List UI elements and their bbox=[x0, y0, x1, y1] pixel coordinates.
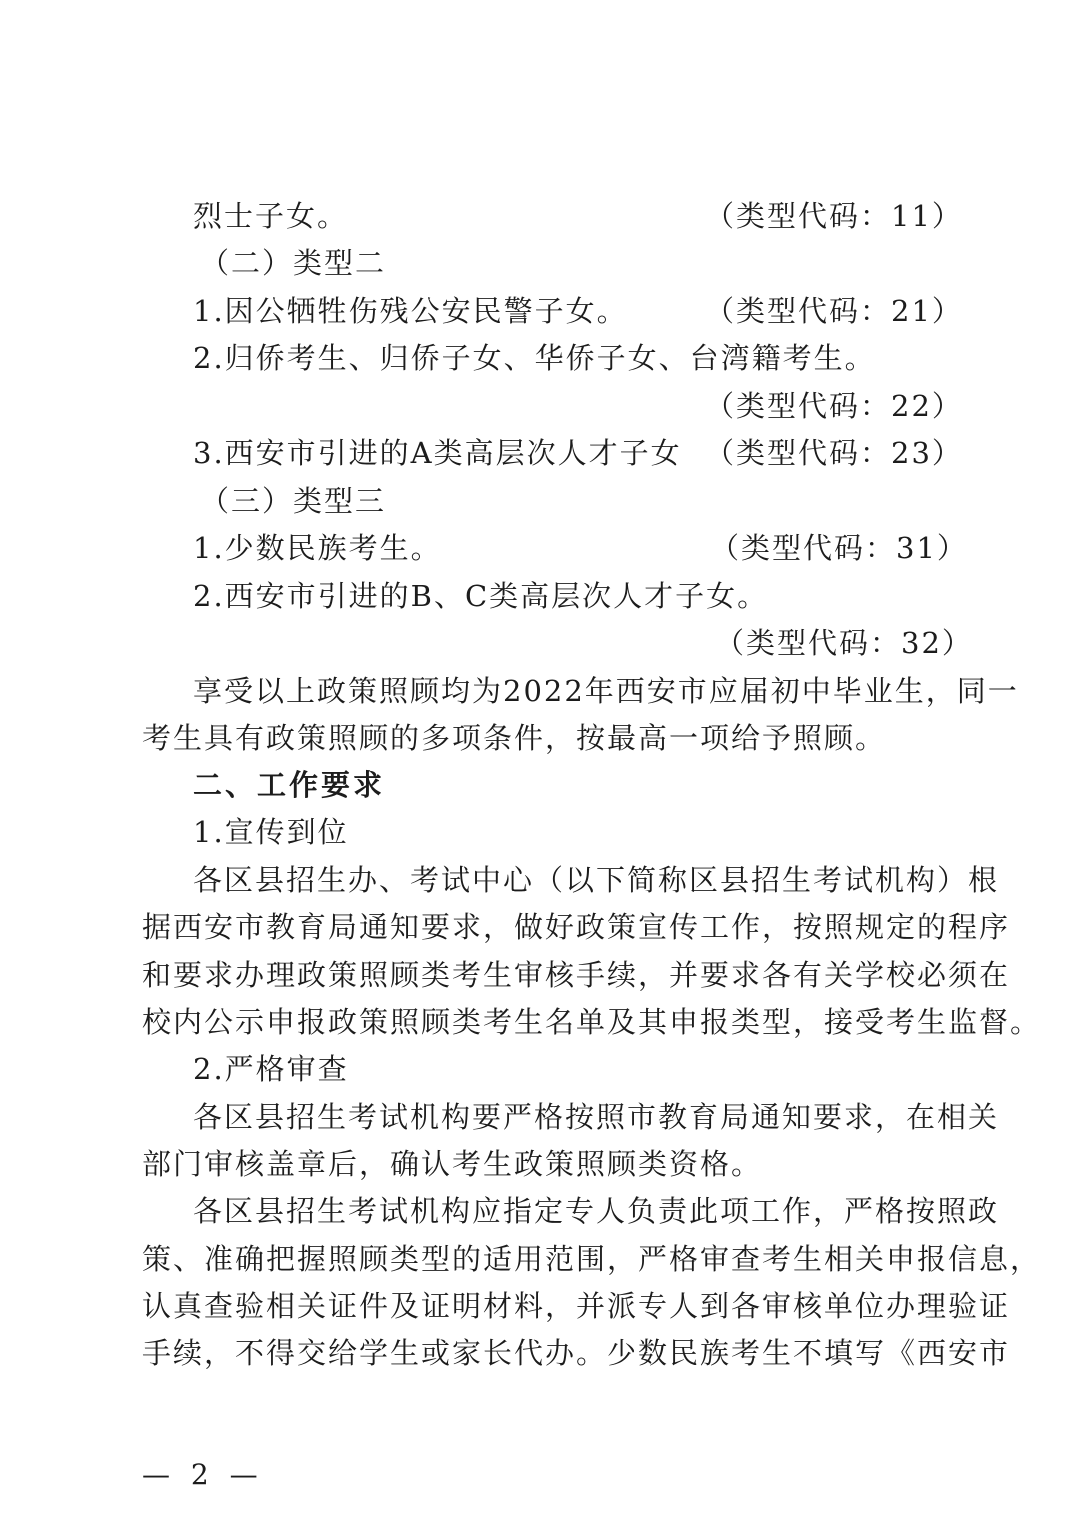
paragraph-staff-line-3: 认真查验相关证件及证明材料，并派专人到各审核单位办理验证 bbox=[142, 1289, 1011, 1323]
type-three-heading: （三）类型三 bbox=[200, 484, 387, 518]
type-three-item-2: 2.西安市引进的B、C类高层次人才子女。 bbox=[193, 579, 769, 613]
paragraph-staff-line-1: 各区县招生考试机构应指定专人负责此项工作，严格按照政 bbox=[193, 1194, 1000, 1228]
type-three-item-1: 1.少数民族考生。 bbox=[193, 531, 442, 565]
type-two-heading: （二）类型二 bbox=[200, 246, 387, 280]
paragraph-policy-line-1: 享受以上政策照顾均为2022年西安市应届初中毕业生，同一 bbox=[193, 674, 1019, 708]
type-code-11: （类型代码：11） bbox=[705, 199, 963, 233]
paragraph-publicity-line-3: 和要求办理政策照顾类考生审核手续，并要求各有关学校必须在 bbox=[142, 958, 1011, 992]
paragraph-review-line-2: 部门审核盖章后，确认考生政策照顾类资格。 bbox=[142, 1147, 763, 1181]
type-code-23: （类型代码：23） bbox=[705, 436, 963, 470]
type-two-item-3: 3.西安市引进的A类高层次人才子女 bbox=[193, 436, 682, 470]
martyr-children-item: 烈士子女。 bbox=[193, 199, 349, 233]
subheading-strict-review: 2.严格审查 bbox=[193, 1052, 349, 1086]
type-code-22: （类型代码：22） bbox=[705, 389, 963, 423]
paragraph-staff-line-2: 策、准确把握照顾类型的适用范围，严格审查考生相关申报信息， bbox=[142, 1242, 1042, 1276]
type-two-item-2: 2.归侨考生、归侨子女、华侨子女、台湾籍考生。 bbox=[193, 341, 876, 375]
paragraph-policy-line-2: 考生具有政策照顾的多项条件，按最高一项给予照顾。 bbox=[142, 721, 887, 755]
paragraph-staff-line-4: 手续，不得交给学生或家长代办。少数民族考生不填写《西安市 bbox=[142, 1336, 1011, 1370]
subheading-publicity: 1.宣传到位 bbox=[193, 815, 349, 849]
page-number: — 2 — bbox=[142, 1458, 264, 1491]
type-code-31: （类型代码：31） bbox=[710, 531, 968, 565]
type-code-21: （类型代码：21） bbox=[705, 294, 963, 328]
paragraph-review-line-1: 各区县招生考试机构要严格按照市教育局通知要求，在相关 bbox=[193, 1100, 1000, 1134]
section-heading-work-requirements: 二、工作要求 bbox=[193, 768, 386, 802]
paragraph-publicity-line-1: 各区县招生办、考试中心（以下简称区县招生考试机构）根 bbox=[193, 863, 1000, 897]
type-code-32: （类型代码：32） bbox=[715, 626, 973, 660]
paragraph-publicity-line-2: 据西安市教育局通知要求，做好政策宣传工作，按照规定的程序 bbox=[142, 910, 1011, 944]
paragraph-publicity-line-4: 校内公示申报政策照顾类考生名单及其申报类型，接受考生监督。 bbox=[142, 1005, 1042, 1039]
type-two-item-1: 1.因公牺牲伤残公安民警子女。 bbox=[193, 294, 628, 328]
